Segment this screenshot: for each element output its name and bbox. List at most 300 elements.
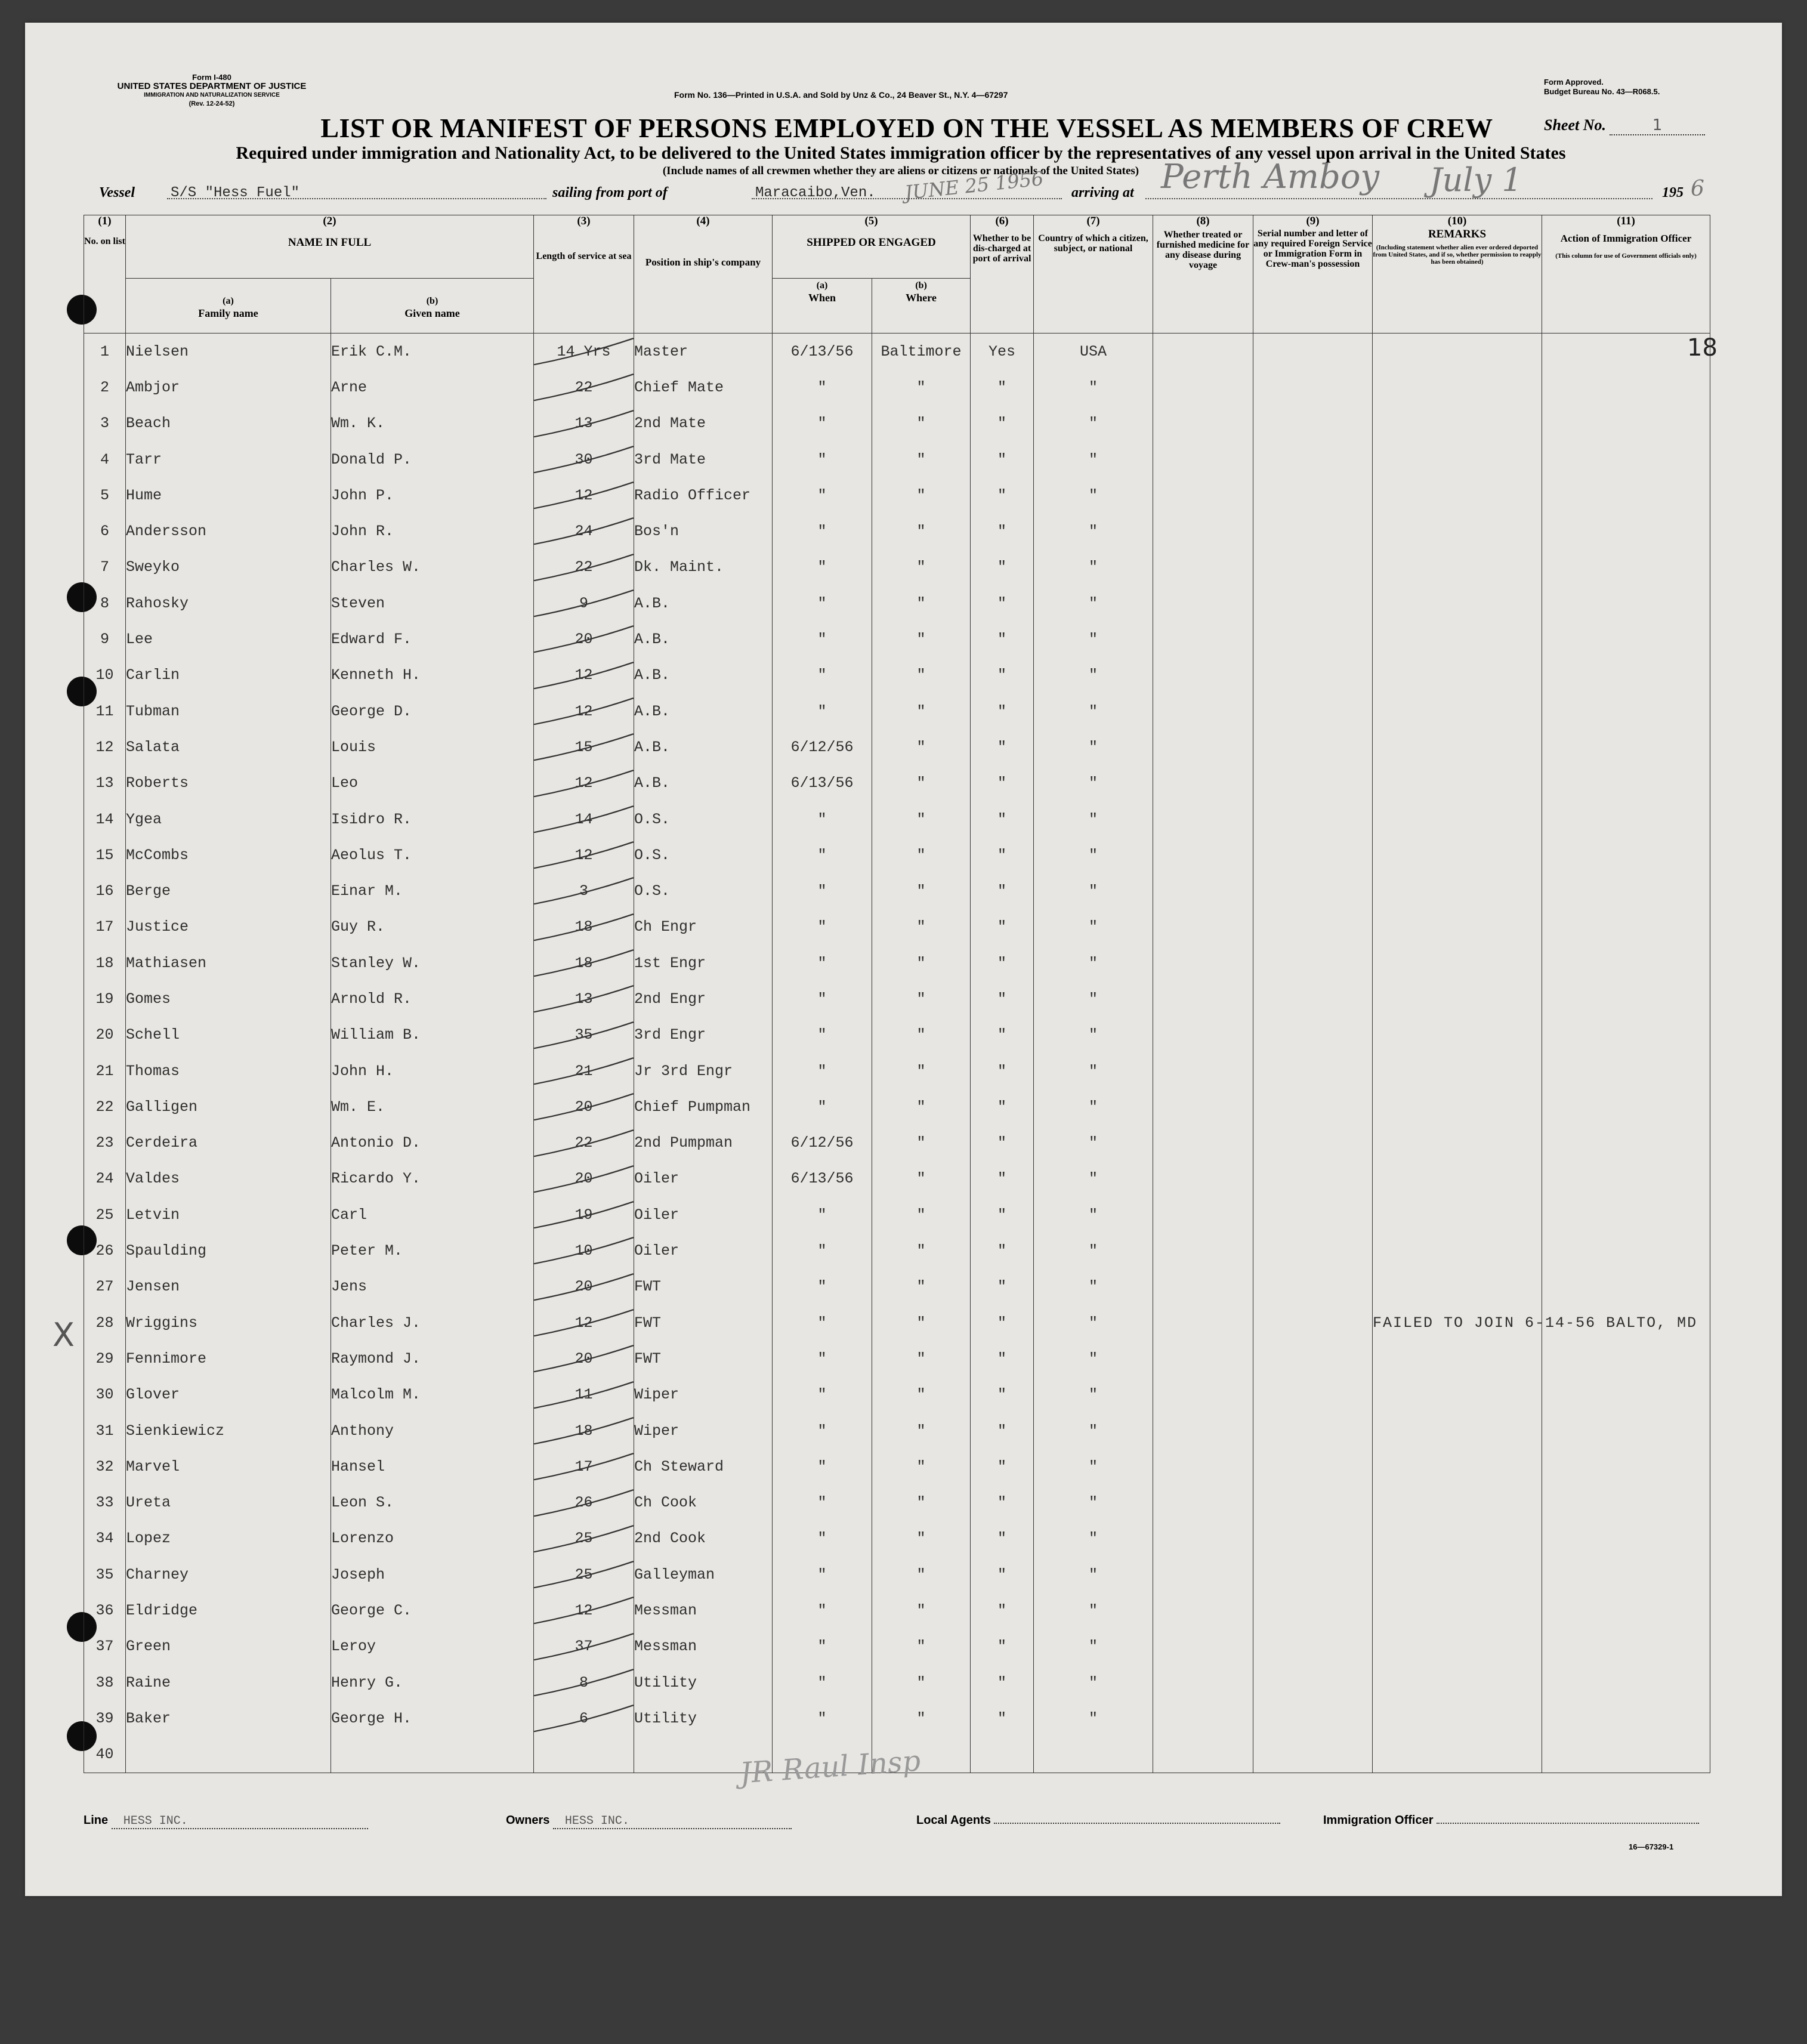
remarks-cell — [1373, 765, 1542, 801]
family-name-cell: Jensen — [126, 1269, 331, 1305]
tally-slash-mark — [534, 513, 634, 549]
shipped-where-cell: " — [872, 1341, 971, 1376]
service-length-cell — [534, 1629, 634, 1665]
shipped-when-cell: " — [773, 1269, 872, 1305]
family-name-cell: Galligen — [126, 1089, 331, 1125]
officer-action-cell — [1542, 441, 1710, 477]
shipped-when-cell: " — [773, 1592, 872, 1628]
shipped-where-cell: " — [872, 1233, 971, 1268]
table-row — [84, 837, 1710, 873]
country-cell: " — [1034, 729, 1153, 765]
position-cell: Bos'n — [634, 513, 773, 549]
given-name-cell: Aeolus T. — [331, 837, 534, 873]
country-cell: " — [1034, 1665, 1153, 1700]
shipped-when-cell: " — [773, 1629, 872, 1665]
given-name-cell: Erik C.M. — [331, 334, 534, 370]
shipped-where-cell: " — [872, 1629, 971, 1665]
given-name-cell: Steven — [331, 585, 534, 621]
tally-slash-mark — [534, 909, 634, 945]
col-country-header: (7) Country of which a citizen, subject, or national — [1034, 215, 1153, 334]
crew-no-cell: 7 — [84, 549, 126, 585]
serial-form-cell — [1253, 406, 1373, 441]
crew-no-cell: 28 — [84, 1305, 126, 1341]
serial-form-cell — [1253, 765, 1373, 801]
service-length-value: 17 — [574, 1458, 593, 1475]
shipped-when-cell: " — [773, 1089, 872, 1125]
medicine-cell — [1153, 693, 1253, 729]
given-name-cell: Wm. E. — [331, 1089, 534, 1125]
medicine-cell — [1153, 1053, 1253, 1089]
officer-action-cell — [1542, 1053, 1710, 1089]
service-length-cell — [534, 477, 634, 513]
sailing-underline — [752, 198, 1062, 199]
service-length-value: 14 Yrs — [557, 342, 611, 360]
service-length-value: 35 — [574, 1026, 593, 1044]
service-length-cell — [534, 1233, 634, 1268]
shipped-where-cell: " — [872, 1449, 971, 1484]
tally-slash-mark — [534, 1125, 634, 1161]
shipped-when-cell: 6/13/56 — [773, 1161, 872, 1197]
service-length-value: 15 — [574, 738, 593, 756]
family-name-cell: Fennimore — [126, 1341, 331, 1376]
tally-slash-mark — [534, 1053, 634, 1089]
col-position-header: (4) Position in ship's company — [634, 215, 773, 334]
service-length-cell — [534, 1449, 634, 1484]
given-name-cell: Leroy — [331, 1629, 534, 1665]
tally-slash-mark — [534, 1341, 634, 1376]
country-cell: " — [1034, 693, 1153, 729]
shipped-when-cell: " — [773, 909, 872, 945]
discharged-cell: " — [971, 1377, 1034, 1413]
position-cell: A.B. — [634, 657, 773, 693]
table-row — [84, 1305, 1710, 1341]
shipped-where-cell: " — [872, 1700, 971, 1736]
serial-form-cell — [1253, 1521, 1373, 1557]
shipped-where-cell: " — [872, 406, 971, 441]
serial-form-cell — [1253, 1737, 1373, 1773]
country-cell: " — [1034, 1161, 1153, 1197]
service-length-cell — [534, 1341, 634, 1376]
country-cell: " — [1034, 585, 1153, 621]
tally-slash-mark — [534, 1665, 634, 1700]
service-length-cell — [534, 909, 634, 945]
officer-action-cell — [1542, 1377, 1710, 1413]
discharged-cell: " — [971, 1557, 1034, 1592]
discharged-cell: " — [971, 873, 1034, 909]
shipped-where-cell: " — [872, 549, 971, 585]
service-length-value: 24 — [574, 523, 593, 541]
remarks-cell — [1373, 1161, 1542, 1197]
service-length-cell — [534, 657, 634, 693]
service-length-cell — [534, 549, 634, 585]
table-row — [84, 909, 1710, 945]
remarks-cell — [1373, 441, 1542, 477]
discharged-cell: " — [971, 801, 1034, 837]
remarks-cell — [1373, 1053, 1542, 1089]
table-row — [84, 1629, 1710, 1665]
officer-action-cell — [1542, 1629, 1710, 1665]
shipped-when-cell: " — [773, 549, 872, 585]
remarks-cell — [1373, 729, 1542, 765]
family-name-cell — [126, 1737, 331, 1773]
crew-no-cell: 24 — [84, 1161, 126, 1197]
tally-slash-mark — [534, 1233, 634, 1268]
tally-slash-mark — [534, 1700, 634, 1736]
service-length-cell — [534, 873, 634, 909]
given-name-cell: Arne — [331, 369, 534, 405]
given-name-cell: George C. — [331, 1592, 534, 1628]
serial-form-cell — [1253, 801, 1373, 837]
col-number-header: (1) No. on list — [84, 215, 126, 334]
tally-slash-mark — [534, 729, 634, 765]
serial-form-cell — [1253, 909, 1373, 945]
discharged-cell: " — [971, 621, 1034, 657]
sailing-label: sailing from port of — [552, 185, 668, 200]
officer-action-cell — [1542, 765, 1710, 801]
service-length-cell — [534, 1197, 634, 1233]
officer-action-cell — [1542, 1233, 1710, 1268]
discharged-cell: " — [971, 585, 1034, 621]
given-name-cell: Malcolm M. — [331, 1377, 534, 1413]
sailing-value: Maracaibo,Ven. — [755, 185, 876, 201]
country-cell: " — [1034, 1485, 1153, 1521]
crew-no-cell: 8 — [84, 585, 126, 621]
given-name-cell: Joseph — [331, 1557, 534, 1592]
medicine-cell — [1153, 549, 1253, 585]
medicine-cell — [1153, 1737, 1253, 1773]
position-cell: 2nd Cook — [634, 1521, 773, 1557]
row28-x-mark: X — [52, 1316, 75, 1354]
family-name-cell: Justice — [126, 909, 331, 945]
crew-no-cell: 16 — [84, 873, 126, 909]
medicine-cell — [1153, 585, 1253, 621]
officer-action-cell — [1542, 406, 1710, 441]
tally-slash-mark — [534, 873, 634, 909]
crew-no-cell: 33 — [84, 1485, 126, 1521]
serial-form-cell — [1253, 1413, 1373, 1449]
page-subtitle: Required under immigration and Nationality Act, to be delivered to the United States immigration officer by the representatives of any vessel upon arrival in the United States — [236, 143, 1566, 163]
col-length-header: (3) Length of service at sea — [534, 215, 634, 334]
family-name-cell: Rahosky — [126, 585, 331, 621]
col-name-header: (2) NAME IN FULL — [126, 215, 534, 279]
service-length-cell — [534, 945, 634, 981]
table-row — [84, 1341, 1710, 1376]
remarks-cell — [1373, 477, 1542, 513]
crew-manifest-table — [84, 215, 1710, 1773]
table-row — [84, 1700, 1710, 1736]
service-length-value: 12 — [574, 1602, 593, 1620]
discharged-cell: " — [971, 1592, 1034, 1628]
serial-form-cell — [1253, 585, 1373, 621]
position-cell: FWT — [634, 1341, 773, 1376]
given-name-cell: Louis — [331, 729, 534, 765]
position-cell: FWT — [634, 1269, 773, 1305]
service-length-value: 22 — [574, 378, 593, 396]
country-cell: " — [1034, 1125, 1153, 1161]
family-name-cell: Nielsen — [126, 334, 331, 370]
remarks-cell — [1373, 801, 1542, 837]
position-cell: Utility — [634, 1700, 773, 1736]
family-name-cell: Gomes — [126, 981, 331, 1017]
footer-officer: Immigration Officer — [1323, 1814, 1699, 1827]
shipped-when-cell: " — [773, 801, 872, 837]
shipped-when-cell: 6/13/56 — [773, 765, 872, 801]
remarks-cell — [1373, 369, 1542, 405]
serial-form-cell — [1253, 1161, 1373, 1197]
country-cell: USA — [1034, 334, 1153, 370]
crew-no-cell: 14 — [84, 801, 126, 837]
crew-no-cell: 36 — [84, 1592, 126, 1628]
discharged-cell: " — [971, 1017, 1034, 1053]
medicine-cell — [1153, 1629, 1253, 1665]
shipped-where-cell: " — [872, 1305, 971, 1341]
crew-no-cell: 18 — [84, 945, 126, 981]
serial-form-cell — [1253, 1017, 1373, 1053]
remarks-cell — [1373, 513, 1542, 549]
family-name-cell: Carlin — [126, 657, 331, 693]
crew-no-cell: 11 — [84, 693, 126, 729]
footer-agents: Local Agents — [916, 1814, 1280, 1827]
shipped-where-cell: Baltimore — [872, 334, 971, 370]
service-length-cell — [534, 585, 634, 621]
discharged-cell: " — [971, 406, 1034, 441]
serial-form-cell — [1253, 334, 1373, 370]
shipped-when-cell: " — [773, 657, 872, 693]
position-cell: A.B. — [634, 621, 773, 657]
service-length-cell — [534, 441, 634, 477]
medicine-cell — [1153, 1700, 1253, 1736]
serial-form-cell — [1253, 1197, 1373, 1233]
discharged-cell: " — [971, 729, 1034, 765]
shipped-when-cell: " — [773, 693, 872, 729]
service-length-cell — [534, 513, 634, 549]
medicine-cell — [1153, 369, 1253, 405]
discharged-cell: " — [971, 765, 1034, 801]
crew-no-cell: 38 — [84, 1665, 126, 1700]
medicine-cell — [1153, 981, 1253, 1017]
officer-action-cell — [1542, 549, 1710, 585]
family-name-cell: Mathiasen — [126, 945, 331, 981]
family-name-cell: Charney — [126, 1557, 331, 1592]
service-length-value: 12 — [574, 1314, 593, 1332]
position-cell: Oiler — [634, 1161, 773, 1197]
col-family-header: (a) Family name — [126, 279, 331, 334]
table-row — [84, 477, 1710, 513]
col-where-header: (b) Where — [872, 279, 971, 334]
serial-form-cell — [1253, 1557, 1373, 1592]
service-length-value: 12 — [574, 486, 593, 504]
family-name-cell: Tubman — [126, 693, 331, 729]
table-row — [84, 1053, 1710, 1089]
remarks-cell — [1373, 585, 1542, 621]
service-length-value: 18 — [574, 954, 593, 972]
remarks-cell — [1373, 1089, 1542, 1125]
tally-slash-mark — [534, 369, 634, 405]
shipped-where-cell: " — [872, 1089, 971, 1125]
given-name-cell: Arnold R. — [331, 981, 534, 1017]
position-cell: 1st Engr — [634, 945, 773, 981]
country-cell: " — [1034, 1305, 1153, 1341]
agency-line1: UNITED STATES DEPARTMENT OF JUSTICE — [117, 81, 307, 91]
service-length-value: 22 — [574, 1134, 593, 1152]
discharged-cell: " — [971, 441, 1034, 477]
tally-slash-mark — [534, 406, 634, 441]
discharged-cell: " — [971, 693, 1034, 729]
position-cell: Chief Mate — [634, 369, 773, 405]
crew-no-cell: 13 — [84, 765, 126, 801]
position-cell: Chief Pumpman — [634, 1089, 773, 1125]
service-length-cell — [534, 1521, 634, 1557]
remarks-cell — [1373, 1413, 1542, 1449]
medicine-cell — [1153, 477, 1253, 513]
discharged-cell: " — [971, 1197, 1034, 1233]
form-id: Form I-480 — [192, 73, 231, 82]
position-cell: Ch Steward — [634, 1449, 773, 1484]
shipped-when-cell: 6/12/56 — [773, 729, 872, 765]
country-cell: " — [1034, 1629, 1153, 1665]
shipped-where-cell: " — [872, 1377, 971, 1413]
medicine-cell — [1153, 945, 1253, 981]
service-length-value: 14 — [574, 810, 593, 828]
given-name-cell: Hansel — [331, 1449, 534, 1484]
country-cell: " — [1034, 549, 1153, 585]
table-row — [84, 1449, 1710, 1484]
officer-action-cell — [1542, 981, 1710, 1017]
country-cell: " — [1034, 1700, 1153, 1736]
crew-no-cell: 31 — [84, 1413, 126, 1449]
officer-action-cell — [1542, 729, 1710, 765]
discharged-cell: " — [971, 477, 1034, 513]
discharged-cell: " — [971, 1413, 1034, 1449]
country-cell: " — [1034, 909, 1153, 945]
shipped-where-cell: " — [872, 981, 971, 1017]
officer-action-cell — [1542, 1592, 1710, 1628]
country-cell — [1034, 1737, 1153, 1773]
given-name-cell: Donald P. — [331, 441, 534, 477]
officer-action-cell — [1542, 657, 1710, 693]
service-length-cell — [534, 729, 634, 765]
given-name-cell: Einar M. — [331, 873, 534, 909]
service-length-cell — [534, 765, 634, 801]
remarks-cell — [1373, 1737, 1542, 1773]
col-shipped-header: (5) SHIPPED OR ENGAGED — [773, 215, 971, 279]
position-cell: Wiper — [634, 1413, 773, 1449]
shipped-where-cell: " — [872, 729, 971, 765]
table-row — [84, 657, 1710, 693]
serial-form-cell — [1253, 657, 1373, 693]
remarks-cell — [1373, 1485, 1542, 1521]
shipped-when-cell: " — [773, 513, 872, 549]
shipped-where-cell: " — [872, 1161, 971, 1197]
col-action-header: (11) Action of Immigration Officer (This column for use of Government officials only) — [1542, 215, 1710, 334]
crew-no-cell: 19 — [84, 981, 126, 1017]
discharged-cell: Yes — [971, 334, 1034, 370]
tally-slash-mark — [534, 1305, 634, 1341]
given-name-cell: Guy R. — [331, 909, 534, 945]
shipped-where-cell: " — [872, 441, 971, 477]
given-name-cell: Edward F. — [331, 621, 534, 657]
table-row — [84, 1161, 1710, 1197]
position-cell: A.B. — [634, 693, 773, 729]
serial-form-cell — [1253, 1305, 1373, 1341]
shipped-when-cell: " — [773, 837, 872, 873]
service-length-value: 12 — [574, 702, 593, 720]
shipped-when-cell: " — [773, 1053, 872, 1089]
crew-no-cell: 23 — [84, 1125, 126, 1161]
tally-slash-mark — [534, 837, 634, 873]
serial-form-cell — [1253, 1233, 1373, 1268]
shipped-where-cell: " — [872, 693, 971, 729]
discharged-cell: " — [971, 1161, 1034, 1197]
family-name-cell: Tarr — [126, 441, 331, 477]
shipped-where-cell: " — [872, 1413, 971, 1449]
table-row — [84, 801, 1710, 837]
country-cell: " — [1034, 1413, 1153, 1449]
crew-no-cell: 37 — [84, 1629, 126, 1665]
tally-slash-mark — [534, 1413, 634, 1449]
service-length-value: 25 — [574, 1566, 593, 1583]
crew-no-cell: 35 — [84, 1557, 126, 1592]
tally-slash-mark — [534, 1485, 634, 1521]
shipped-when-cell: 6/12/56 — [773, 1125, 872, 1161]
form-agency-block — [57, 73, 367, 109]
tally-slash-mark — [534, 334, 634, 369]
remarks-cell — [1373, 1521, 1542, 1557]
shipped-where-cell: " — [872, 621, 971, 657]
country-cell: " — [1034, 1053, 1153, 1089]
table-row — [84, 1269, 1710, 1305]
table-row — [84, 549, 1710, 585]
officer-action-cell — [1542, 1197, 1710, 1233]
medicine-cell — [1153, 873, 1253, 909]
approval-line2: Budget Bureau No. 43—R068.5. — [1544, 87, 1660, 96]
country-cell: " — [1034, 765, 1153, 801]
shipped-when-cell: " — [773, 1449, 872, 1484]
discharged-cell: " — [971, 945, 1034, 981]
shipped-when-cell: " — [773, 945, 872, 981]
remarks-cell — [1373, 837, 1542, 873]
crew-no-cell: 5 — [84, 477, 126, 513]
given-name-cell: George H. — [331, 1700, 534, 1736]
position-cell: Messman — [634, 1592, 773, 1628]
officer-action-cell — [1542, 909, 1710, 945]
given-name-cell: Charles J. — [331, 1305, 534, 1341]
shipped-when-cell: " — [773, 1413, 872, 1449]
given-name-cell: George D. — [331, 693, 534, 729]
family-name-cell: Cerdeira — [126, 1125, 331, 1161]
medicine-cell — [1153, 1521, 1253, 1557]
position-cell: Jr 3rd Engr — [634, 1053, 773, 1089]
serial-form-cell — [1253, 729, 1373, 765]
table-row — [84, 1413, 1710, 1449]
footer-owners: Owners HESS INC. — [506, 1814, 792, 1829]
tally-slash-mark — [534, 1377, 634, 1413]
arriving-underline — [1145, 198, 1652, 199]
vessel-label: Vessel — [99, 185, 135, 200]
country-cell: " — [1034, 1449, 1153, 1484]
service-length-value: 12 — [574, 666, 593, 684]
table-row — [84, 369, 1710, 405]
discharged-cell: " — [971, 1269, 1034, 1305]
tally-slash-mark — [534, 1592, 634, 1628]
service-length-value: 20 — [574, 1170, 593, 1188]
position-cell: 2nd Engr — [634, 981, 773, 1017]
discharged-cell: " — [971, 549, 1034, 585]
medicine-cell — [1153, 909, 1253, 945]
serial-form-cell — [1253, 1053, 1373, 1089]
tally-slash-mark — [534, 585, 634, 621]
serial-form-cell — [1253, 1269, 1373, 1305]
